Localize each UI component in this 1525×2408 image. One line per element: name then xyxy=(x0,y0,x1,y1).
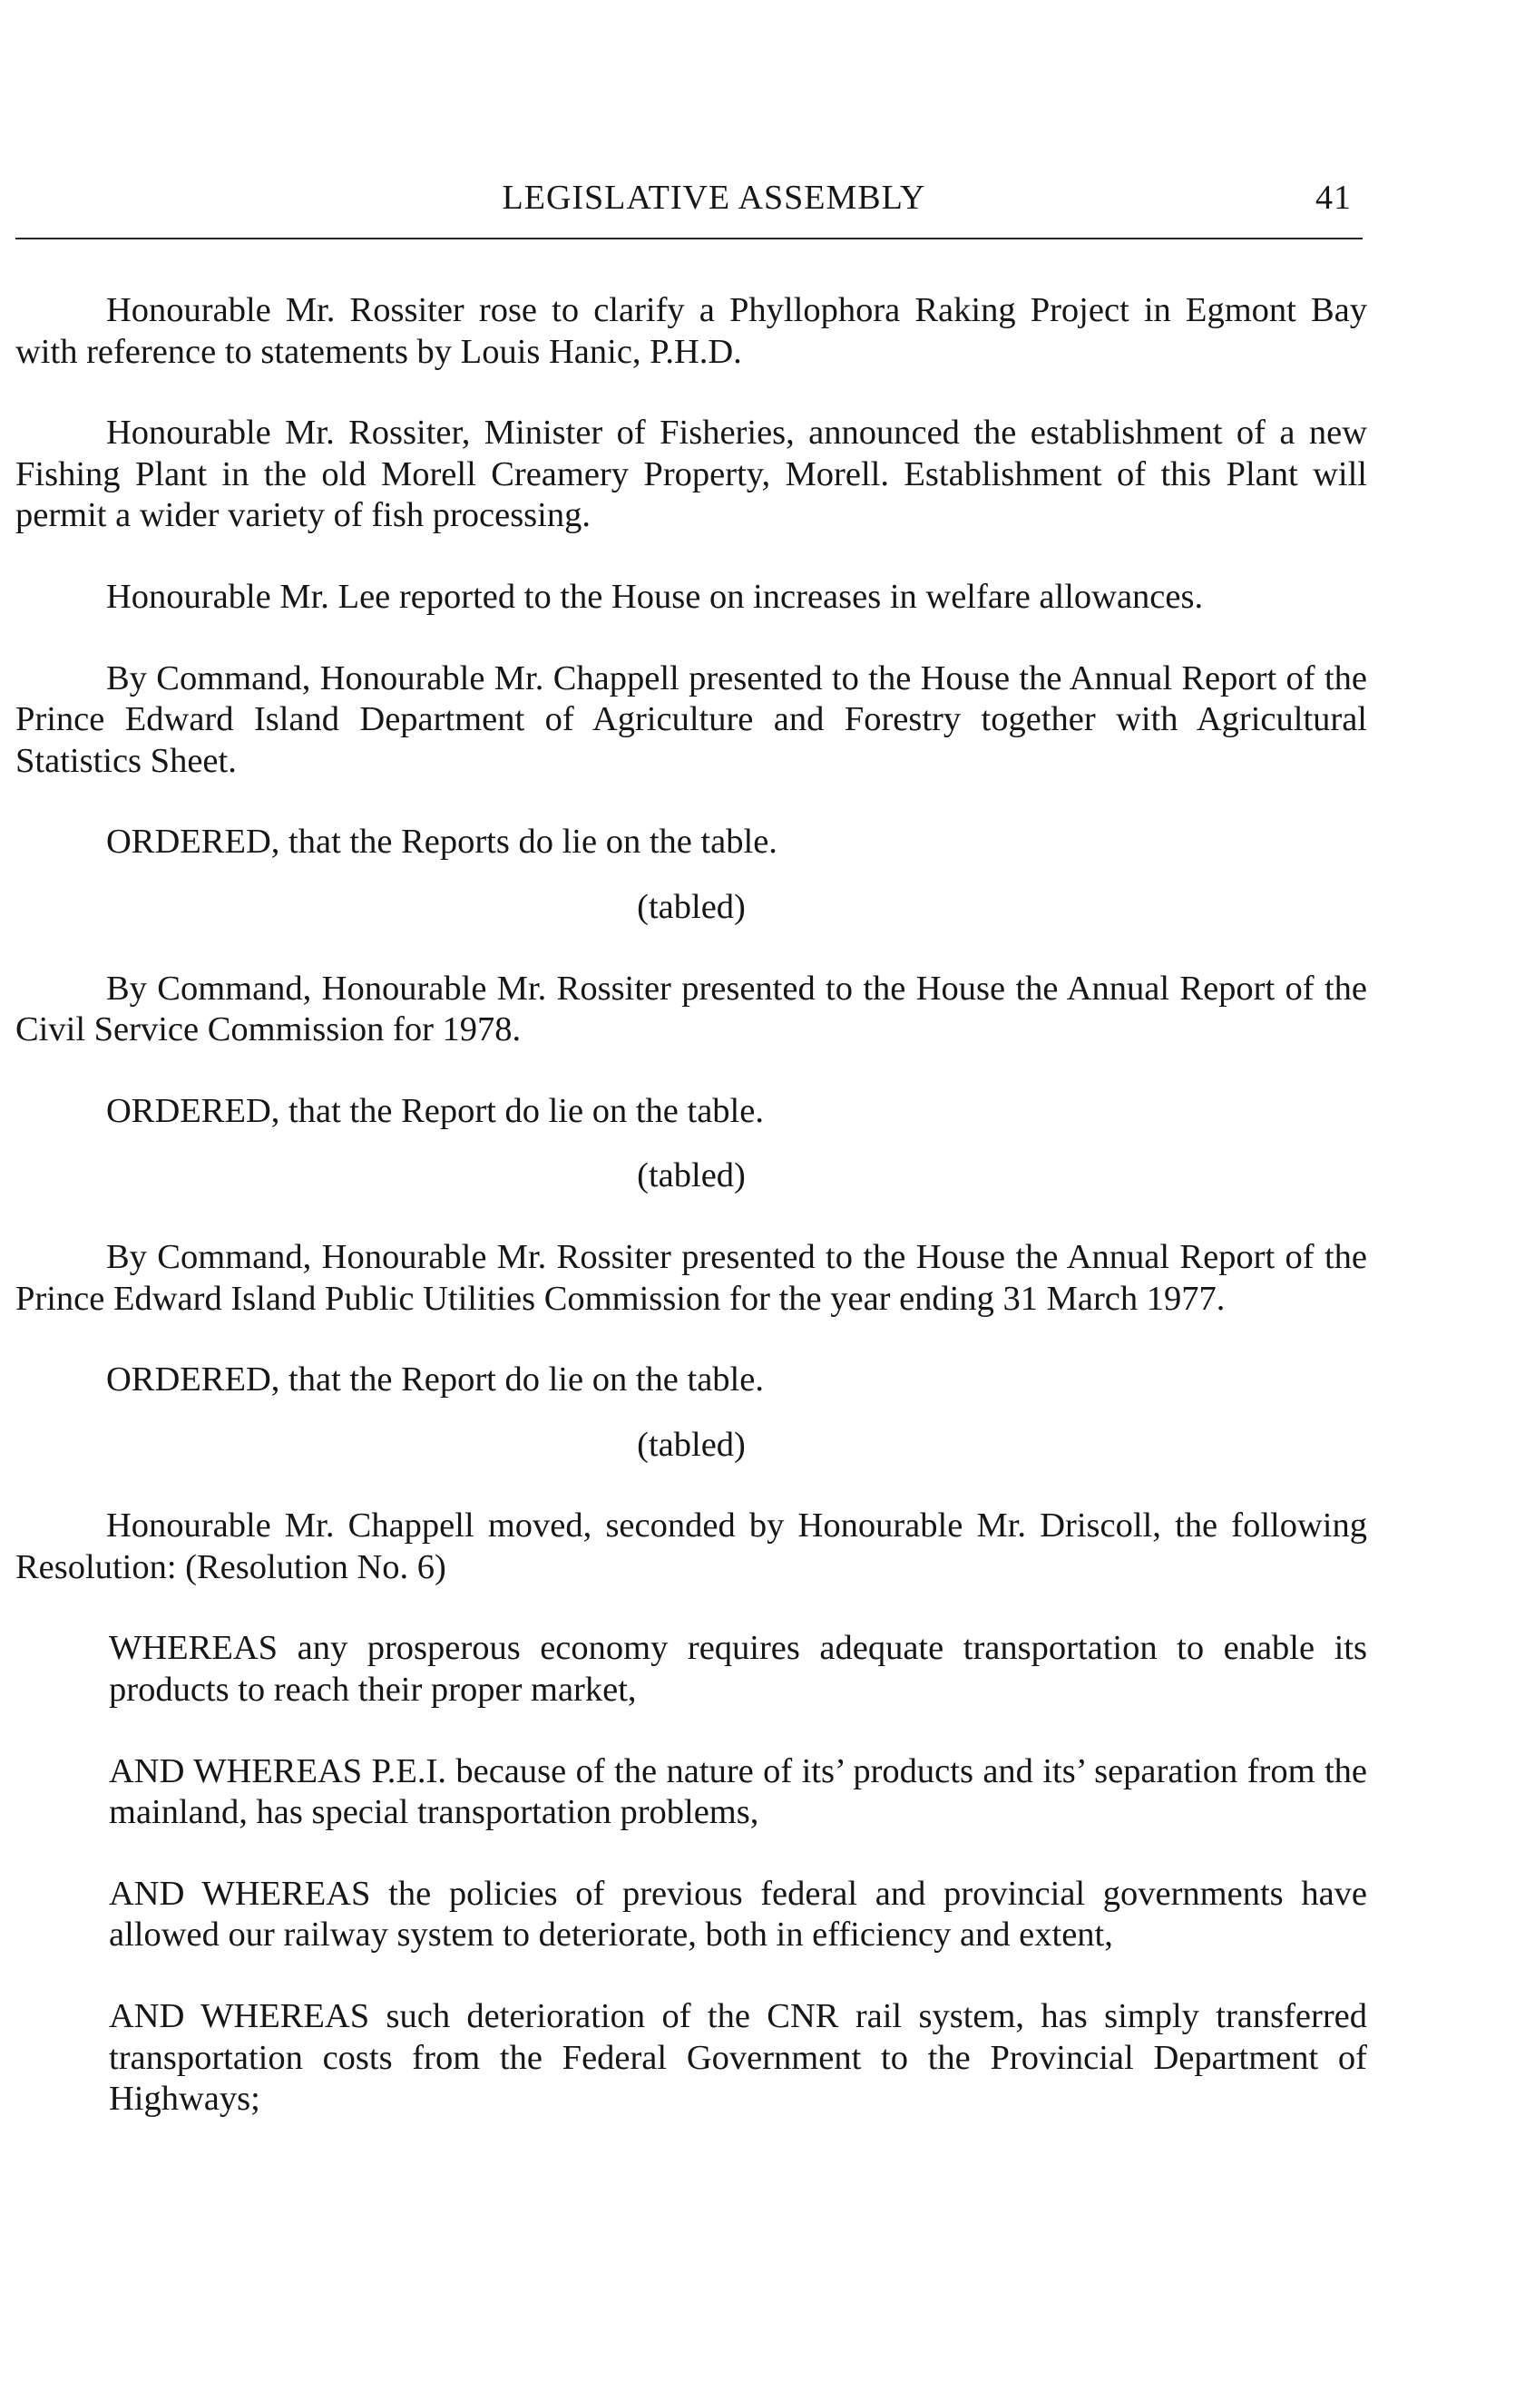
paragraph: By Command, Honourable Mr. Rossiter presented to the House the Annual Report of the Civil Service Commission for 1978. xyxy=(15,969,1367,1049)
running-title: LEGISLATIVE ASSEMBLY xyxy=(502,179,926,217)
resolution-clause: AND WHEREAS the policies of previous federal and provincial governments have allowed our railway system to deteriorate, both in efficiency and extent, xyxy=(109,1874,1367,1955)
page-number: 41 xyxy=(1315,179,1352,217)
page-header xyxy=(15,178,1363,225)
resolution-clause: AND WHEREAS such deterioration of the CNR rail system, has simply transferred transportation costs from the Federal Government to the Provincial Department of Highways; xyxy=(109,1997,1367,2119)
paragraph: By Command, Honourable Mr. Rossiter presented to the House the Annual Report of the Prince Edward Island Public Utilities Commission for the year ending 31 March 1977. xyxy=(15,1237,1367,1318)
tabled-note: (tabled) xyxy=(637,887,746,926)
document-body xyxy=(15,290,1367,2120)
paragraph: ORDERED, that the Reports do lie on the table. xyxy=(106,823,777,862)
paragraph: Honourable Mr. Rossiter, Minister of Fisheries, announced the establishment of a new Fishing Plant in the old Morell Creamery Property, Morell. Establishment of this Plant will permit a wider variety of fish processing. xyxy=(15,414,1367,535)
tabled-note: (tabled) xyxy=(637,1425,746,1464)
header-rule xyxy=(15,238,1363,239)
tabled-note: (tabled) xyxy=(637,1156,746,1195)
paragraph: By Command, Honourable Mr. Chappell presented to the House the Annual Report of the Prince Edward Island Department of Agriculture and Forestry together with Agricultural Statistics Sheet. xyxy=(15,658,1367,780)
paragraph: ORDERED, that the Report do lie on the table. xyxy=(106,1360,764,1399)
resolution-clause: AND WHEREAS P.E.I. because of the nature of its’ products and its’ separation from the mainland, has special transportation problems, xyxy=(109,1751,1367,1832)
paragraph: Honourable Mr. Lee reported to the House on increases in welfare allowances. xyxy=(106,577,1204,616)
paragraph: Honourable Mr. Chappell moved, seconded by Honourable Mr. Driscoll, the following Resolution: (Resolution No. 6) xyxy=(15,1506,1367,1586)
paragraph: ORDERED, that the Report do lie on the table. xyxy=(106,1091,764,1130)
resolution-clause: WHEREAS any prosperous economy requires adequate transportation to enable its products to reach their proper market, xyxy=(109,1629,1367,1710)
paragraph: Honourable Mr. Rossiter rose to clarify a Phyllophora Raking Project in Egmont Bay with reference to statements by Louis Hanic, P.H.D. xyxy=(15,291,1367,371)
